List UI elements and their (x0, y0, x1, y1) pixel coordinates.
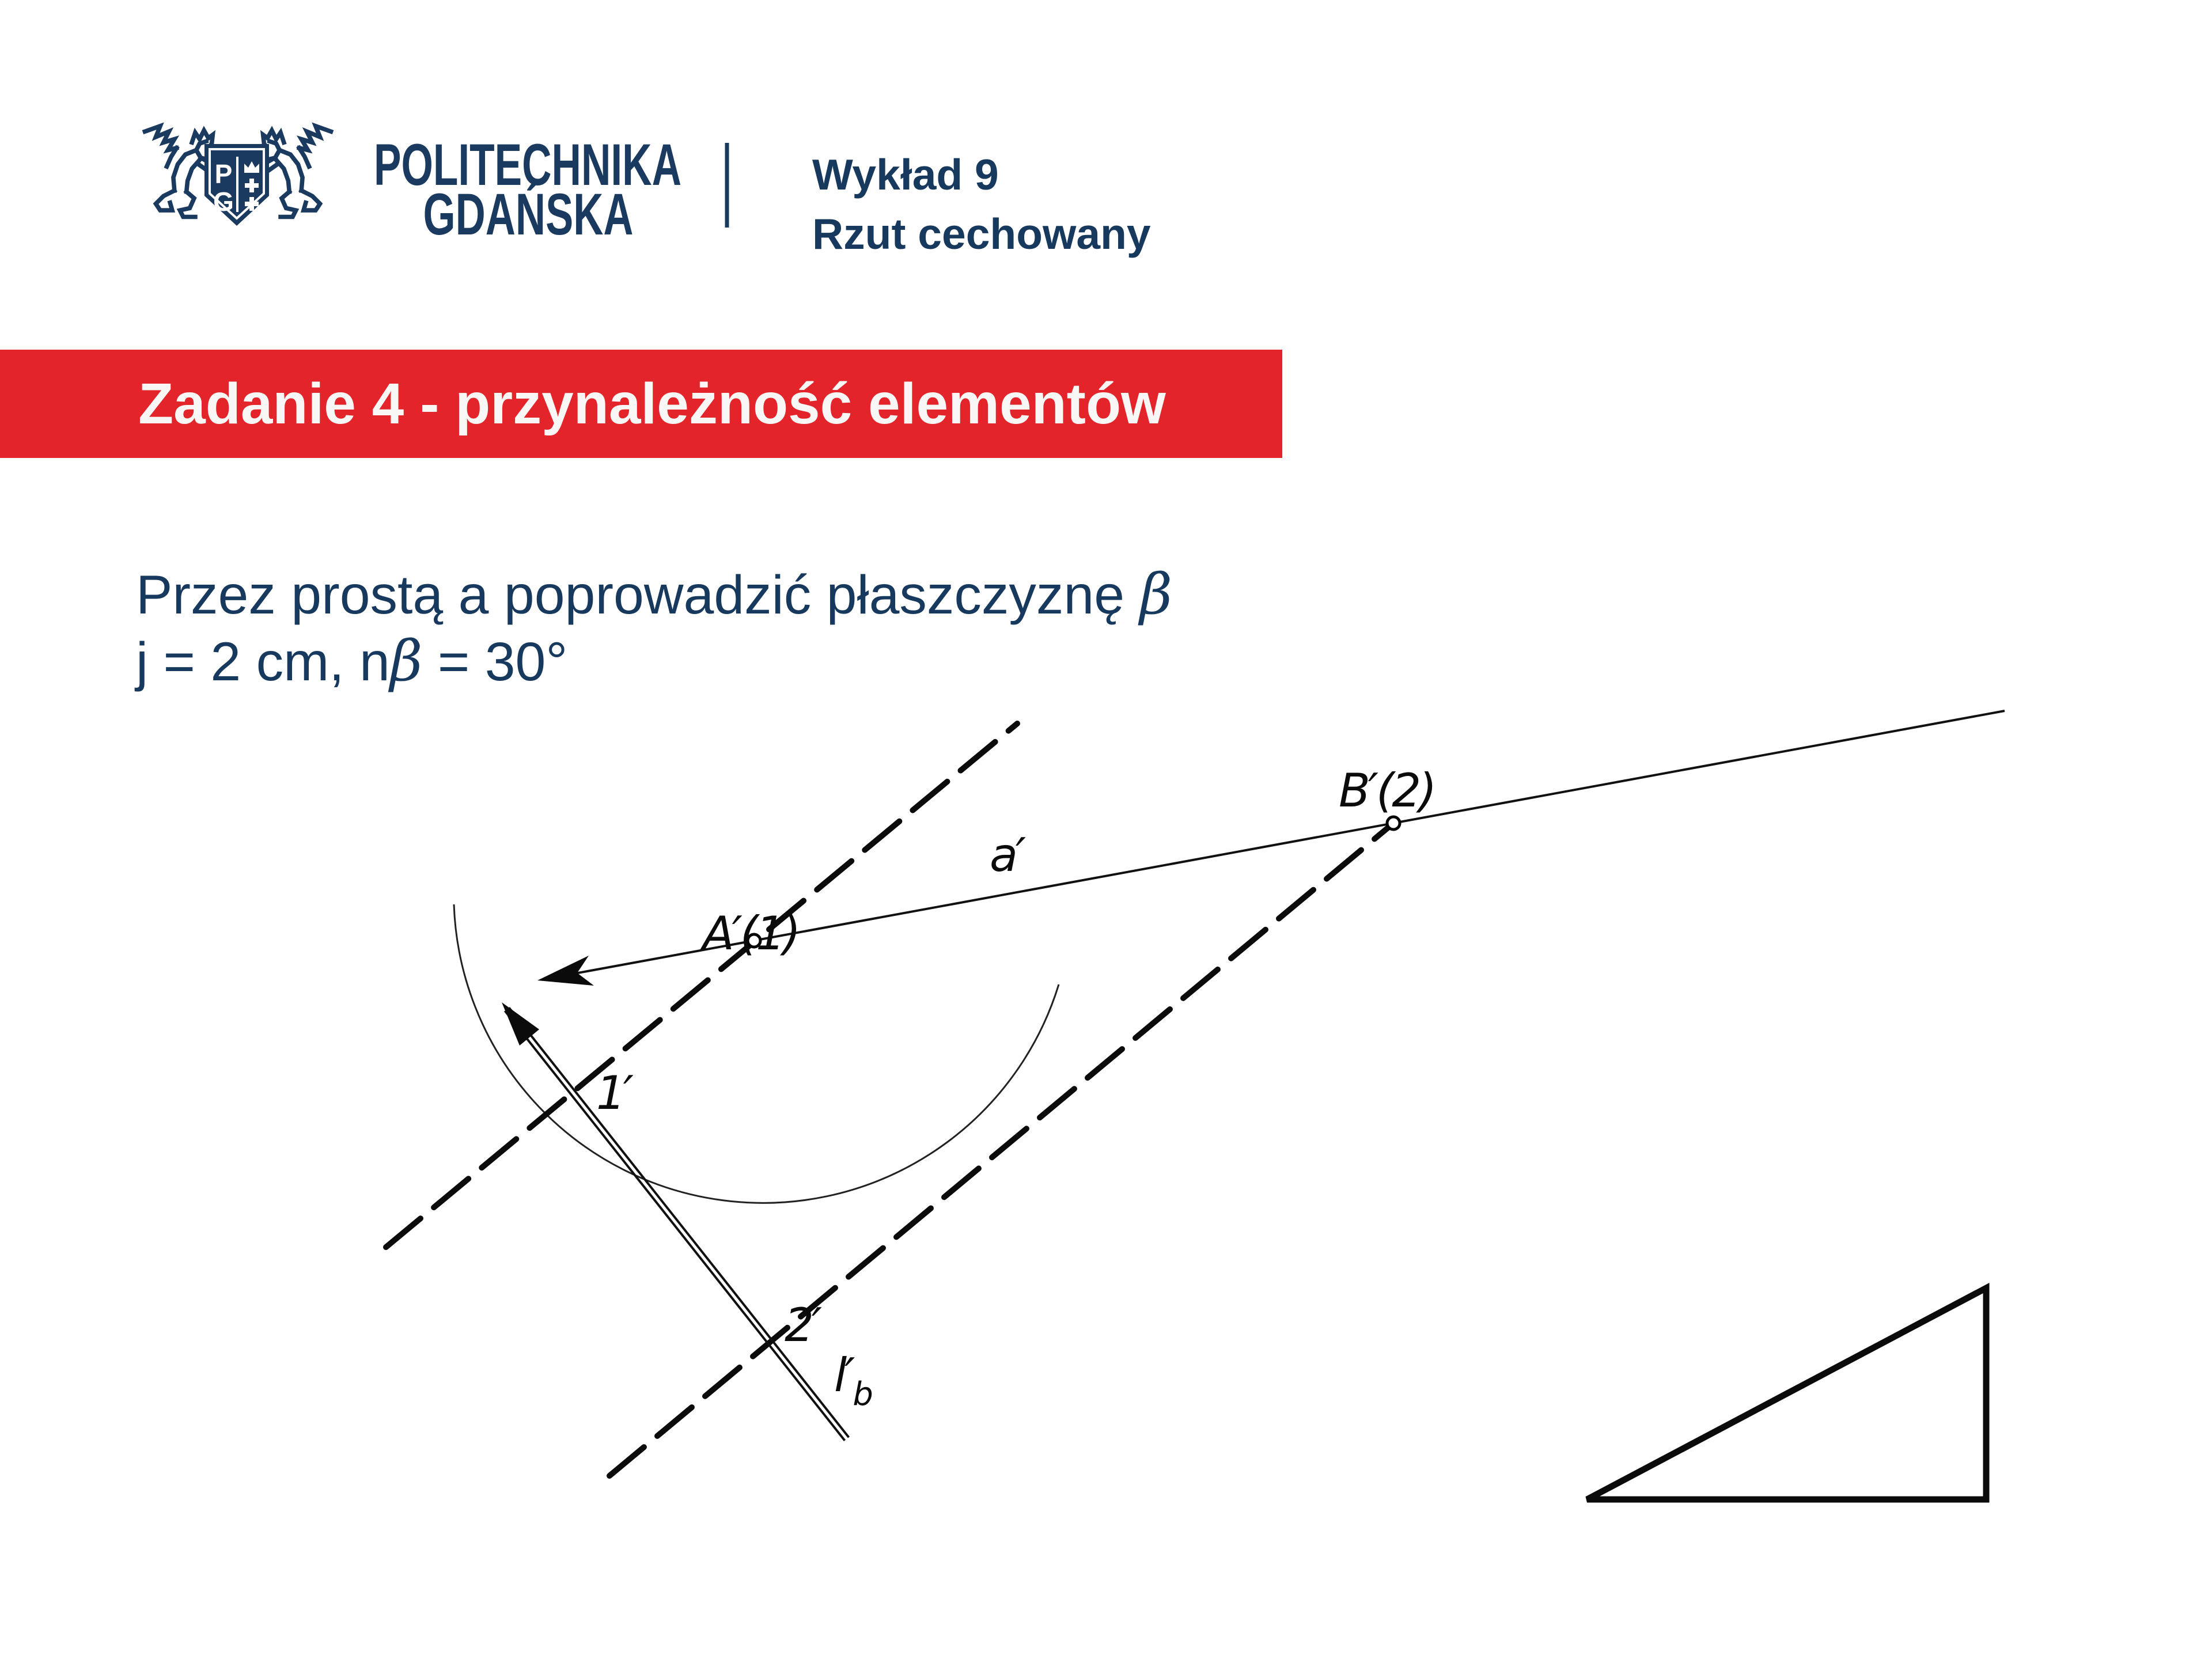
brand-line-1: POLITECHNIKA (374, 132, 681, 198)
shield-letter-g: G (213, 187, 234, 217)
slope-line-label-main: l′ (834, 1349, 853, 1402)
point-a-label: A′(1) (703, 907, 799, 960)
line-a-label: a′ (990, 828, 1024, 882)
slope-line-label (834, 1349, 872, 1413)
beta-symbol: β (1139, 562, 1173, 627)
shield-letter-p: P (214, 159, 233, 189)
contour-line-level1 (386, 724, 1017, 1247)
task-line-2: j = 2 cm, nβ = 30° (136, 628, 568, 694)
lecture-title: Rzut cechowany (812, 210, 1151, 258)
section-title: Zadanie 4 - przynależność elementów (138, 371, 1166, 436)
set-square-triangle-icon (1587, 1288, 1986, 1499)
point-2-label: 2′ (785, 1298, 820, 1352)
beta-symbol: β (389, 628, 423, 694)
point-b-marker (1387, 817, 1400, 830)
brand-line-2: GDAŃSKA (423, 181, 634, 247)
point-b-label: B′(2) (1339, 764, 1435, 817)
task-line-1: Przez prostą a poprowadzić płaszczyznę β (136, 562, 1173, 627)
lecture-number: Wykład 9 (812, 150, 999, 199)
slope-line-stroke1 (509, 1007, 849, 1437)
slope-line-label-sub: b (853, 1376, 871, 1413)
slope-line-stroke2 (505, 1011, 845, 1441)
point-1-label: 1′ (596, 1066, 632, 1120)
